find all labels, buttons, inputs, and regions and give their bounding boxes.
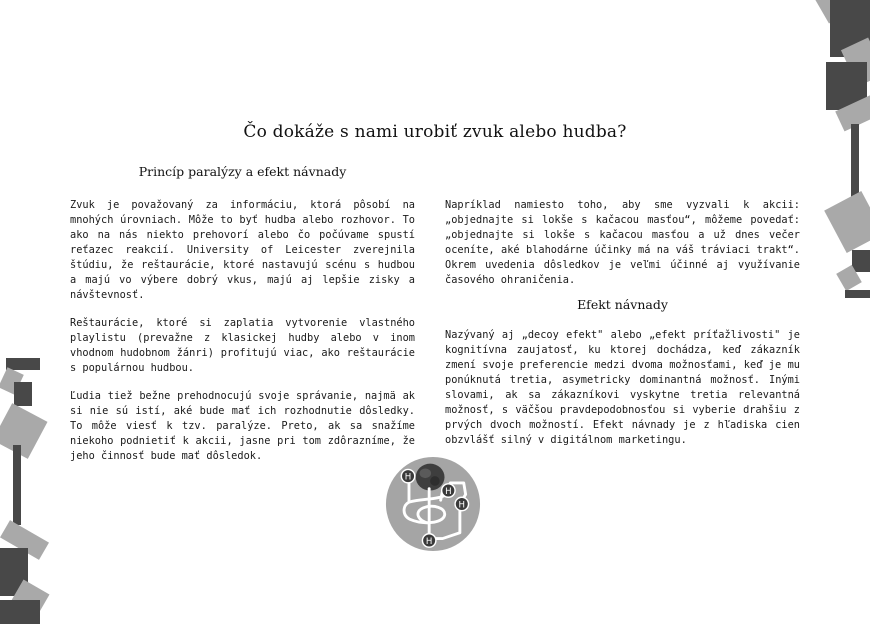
decor-shape (0, 600, 40, 624)
node-icon (401, 469, 414, 482)
svg-text:H: H (425, 536, 433, 547)
svg-text:H: H (458, 500, 466, 511)
section-heading-paralysis: Princíp paralýzy a efekt návnady (138, 164, 347, 179)
left-column (70, 198, 415, 477)
svg-text:H: H (404, 472, 412, 483)
paragraph: Ľudia tiež bežne prehodnocujú svoje správanie, najmä ak si nie sú istí, aké bude mať ich rozhodnutie dôsledky. To môže viesť k tzv. paralýze. Preto, ak sa snažíme niekoho podnietiť k akcii, jasne pri tom zdôrazníme, že jeho činnosť bude mať dôsledok. (70, 390, 415, 462)
svg-text:H: H (445, 486, 452, 497)
decor-shape (13, 445, 21, 525)
paragraph: Reštaurácie, ktoré si zaplatia vytvorenie vlastného playlistu (prevažne z klasickej hudby alebo v inom vhodnom hudobnom žánri) profitujú viac, ako reštaurácie s populárnou hudbou. (70, 317, 415, 374)
right-column-intro (445, 198, 800, 301)
decor-shape (0, 403, 48, 459)
right-column-body (445, 328, 800, 461)
node-icon (455, 497, 468, 510)
node-icon (442, 484, 455, 497)
decor-shape (852, 250, 870, 272)
paragraph: Napríklad namiesto toho, aby sme vyzvali k akcii: „objednajte si lokše s kačacou masťou“, môžeme povedať: „objednajte si lokše s kačacou masťou a už dnes večer oceníte, aké blahodárne účinky má na váš tráviaci trakt“. Okrem uvedenia dôsledkov je veľmi účinné aj využívanie časového ohraničenia. (445, 199, 800, 286)
page-title: Čo dokáže s nami urobiť zvuk alebo hudba? (243, 122, 627, 142)
decor-shape (824, 191, 870, 253)
paragraph: Nazývaný aj „decoy efekt" alebo „efekt príťažlivosti" je kognitívna zaujatosť, ku ktorej dochádza, keď zákazník zmení svoje preferencie medzi dvoma možnosťami, keď je mu ponúknutá tretia, asymetricky dominantná možnosť. Inými slovami, ak sa zákazníkovi vyskytne tretia relevantná možnosť, s väčšou pravdepodobnosťou si vyberie drahšiu z prvých dvoch možností. Efekt návnady je z hľadiska cien obzvlášť silný v digitálnom marketingu. (445, 329, 800, 446)
section-heading-decoy: Efekt návnady (577, 297, 668, 312)
node-icon (422, 534, 435, 547)
paragraph: Zvuk je považovaný za informáciu, ktorá pôsobí na mnohých úrovniach. Môže to byť hudba alebo rozhovor. To ako na nás niekto prehovorí alebo čo počúvame spustí reťazec reakcií. University of Leicester zverejnila štúdiu, že reštaurácie, ktoré nastavujú scénu s hudbou a majú vo výbere dobrý vkus, majú aj lepšie zisky a návštevnosť. (70, 199, 415, 301)
brain-pathway-emblem-icon (385, 456, 481, 552)
brain-tree-icon (416, 464, 445, 491)
decor-shape (14, 382, 32, 406)
decor-shape (845, 290, 870, 298)
